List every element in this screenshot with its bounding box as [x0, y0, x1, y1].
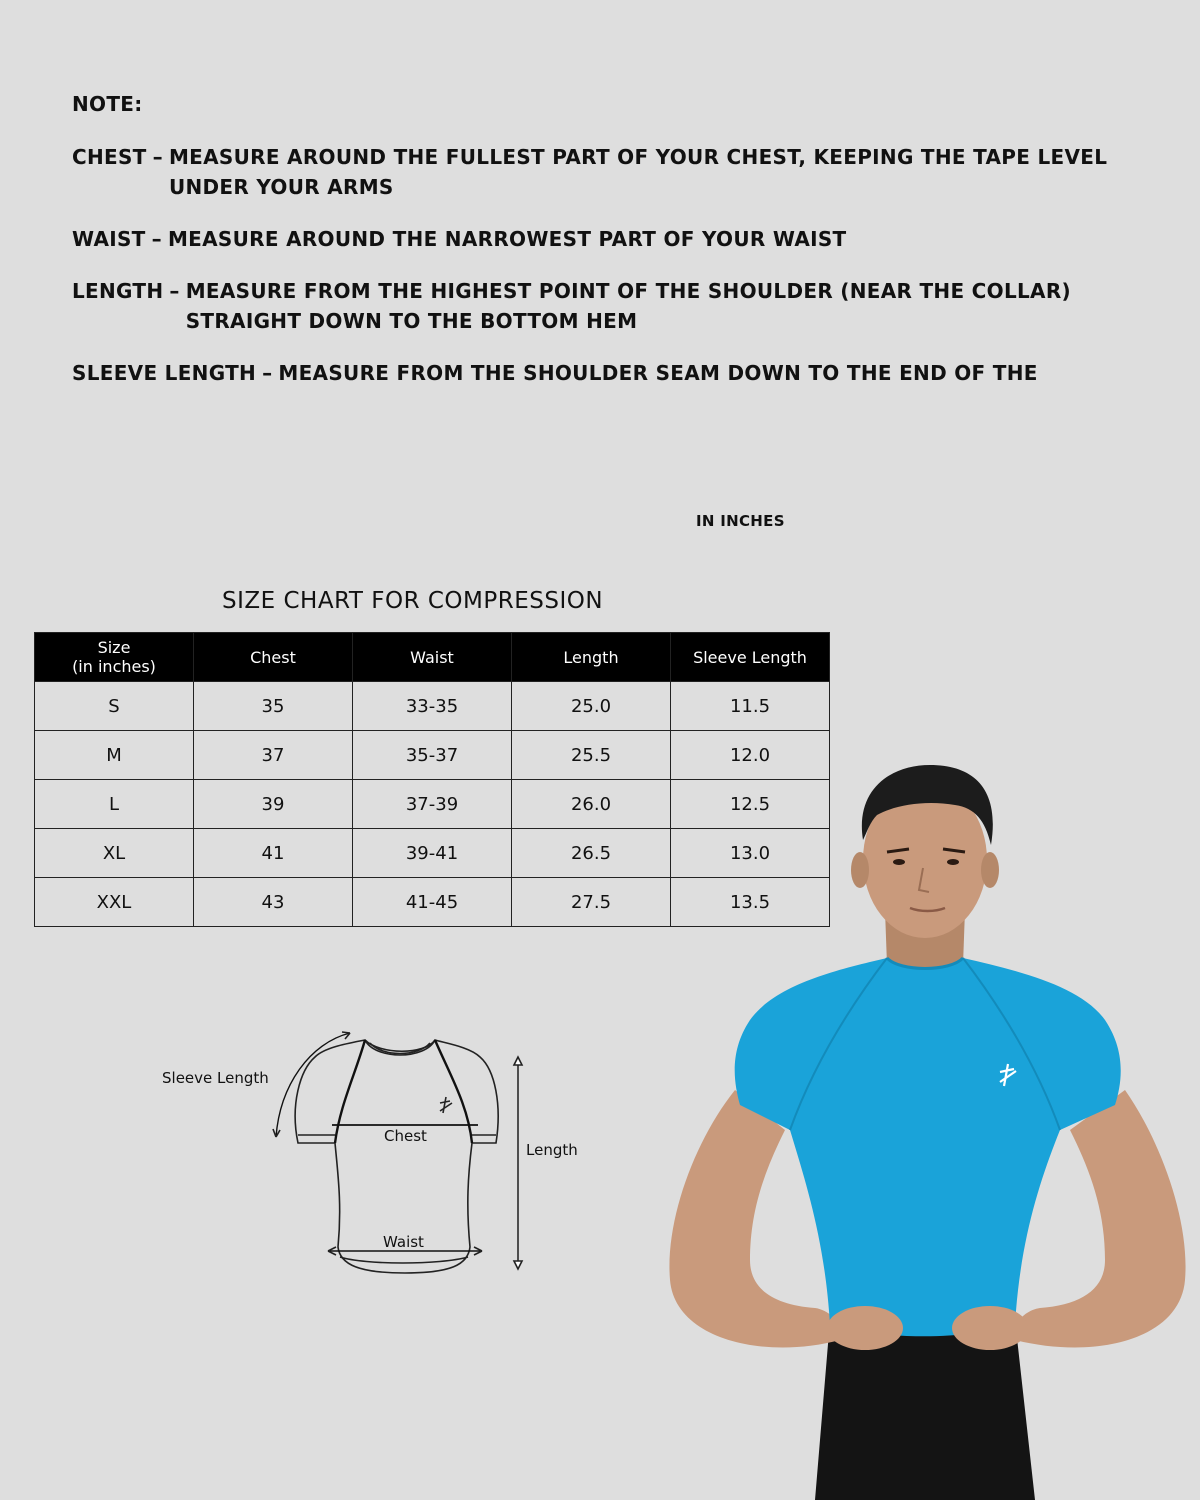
model-photo — [655, 760, 1200, 1500]
cell-chest: 41 — [194, 829, 353, 878]
brand-logo-icon — [440, 1097, 452, 1113]
cell-length: 26.0 — [512, 780, 671, 829]
cell-waist: 33-35 — [353, 682, 512, 731]
cell-length: 25.5 — [512, 731, 671, 780]
note-separator: – — [152, 145, 163, 169]
compression-shirt — [735, 958, 1121, 1336]
header-waist: Waist — [353, 633, 512, 682]
cell-length: 27.5 — [512, 878, 671, 927]
cell-size: XXL — [35, 878, 194, 927]
note-waist — [72, 224, 1182, 254]
note-sleeve-length — [72, 358, 1182, 388]
cell-size: M — [35, 731, 194, 780]
cell-sleeve-length: 13.0 — [671, 829, 830, 878]
header-sleeve-length: Sleeve Length — [671, 633, 830, 682]
cell-waist: 35-37 — [353, 731, 512, 780]
header-size: Size (in inches) — [35, 633, 194, 682]
note-title: NOTE: — [72, 92, 143, 116]
cell-waist: 41-45 — [353, 878, 512, 927]
measurement-diagram — [150, 1025, 610, 1285]
note-term: CHEST — [72, 145, 147, 169]
length-label: Length — [526, 1141, 578, 1159]
note-term: SLEEVE LENGTH — [72, 361, 257, 385]
note-separator: – — [262, 361, 273, 385]
cell-chest: 39 — [194, 780, 353, 829]
cell-chest: 43 — [194, 878, 353, 927]
header-length: Length — [512, 633, 671, 682]
note-length — [72, 276, 1182, 336]
cell-chest: 35 — [194, 682, 353, 731]
note-description: MEASURE AROUND THE FULLEST PART OF YOUR CHEST, KEEPING THE TAPE LEVEL UNDER YOUR ARMS — [168, 145, 1108, 199]
cell-sleeve-length: 12.0 — [671, 731, 830, 780]
unit-label: IN INCHES — [696, 512, 785, 530]
cell-waist: 37-39 — [353, 780, 512, 829]
table-header-row — [35, 633, 830, 682]
note-separator: – — [169, 279, 180, 303]
note-term: LENGTH — [72, 279, 164, 303]
cell-length: 25.0 — [512, 682, 671, 731]
cell-waist: 39-41 — [353, 829, 512, 878]
cell-sleeve-length: 12.5 — [671, 780, 830, 829]
header-chest: Chest — [194, 633, 353, 682]
waist-label: Waist — [383, 1233, 424, 1251]
note-description: MEASURE FROM THE SHOULDER SEAM DOWN TO THE END OF THE — [278, 361, 1038, 385]
measurement-notes — [72, 92, 1182, 410]
note-description: MEASURE AROUND THE NARROWEST PART OF YOUR WAIST — [167, 227, 847, 251]
cell-chest: 37 — [194, 731, 353, 780]
sleeve-length-label: Sleeve Length — [162, 1069, 269, 1087]
cell-sleeve-length: 11.5 — [671, 682, 830, 731]
chest-label: Chest — [384, 1127, 427, 1145]
cell-size: S — [35, 682, 194, 731]
cell-length: 26.5 — [512, 829, 671, 878]
cell-size: XL — [35, 829, 194, 878]
right-hand — [952, 1306, 1028, 1350]
chart-title: SIZE CHART FOR COMPRESSION — [222, 588, 604, 614]
note-description: MEASURE FROM THE HIGHEST POINT OF THE SHOULDER (NEAR THE COLLAR) STRAIGHT DOWN TO THE BOTTOM HEM — [185, 279, 1071, 333]
table-row — [35, 682, 830, 731]
cell-size: L — [35, 780, 194, 829]
left-hand — [827, 1306, 903, 1350]
note-chest — [72, 142, 1182, 202]
note-separator: – — [151, 227, 162, 251]
cell-sleeve-length: 13.5 — [671, 878, 830, 927]
note-term: WAIST — [72, 227, 146, 251]
